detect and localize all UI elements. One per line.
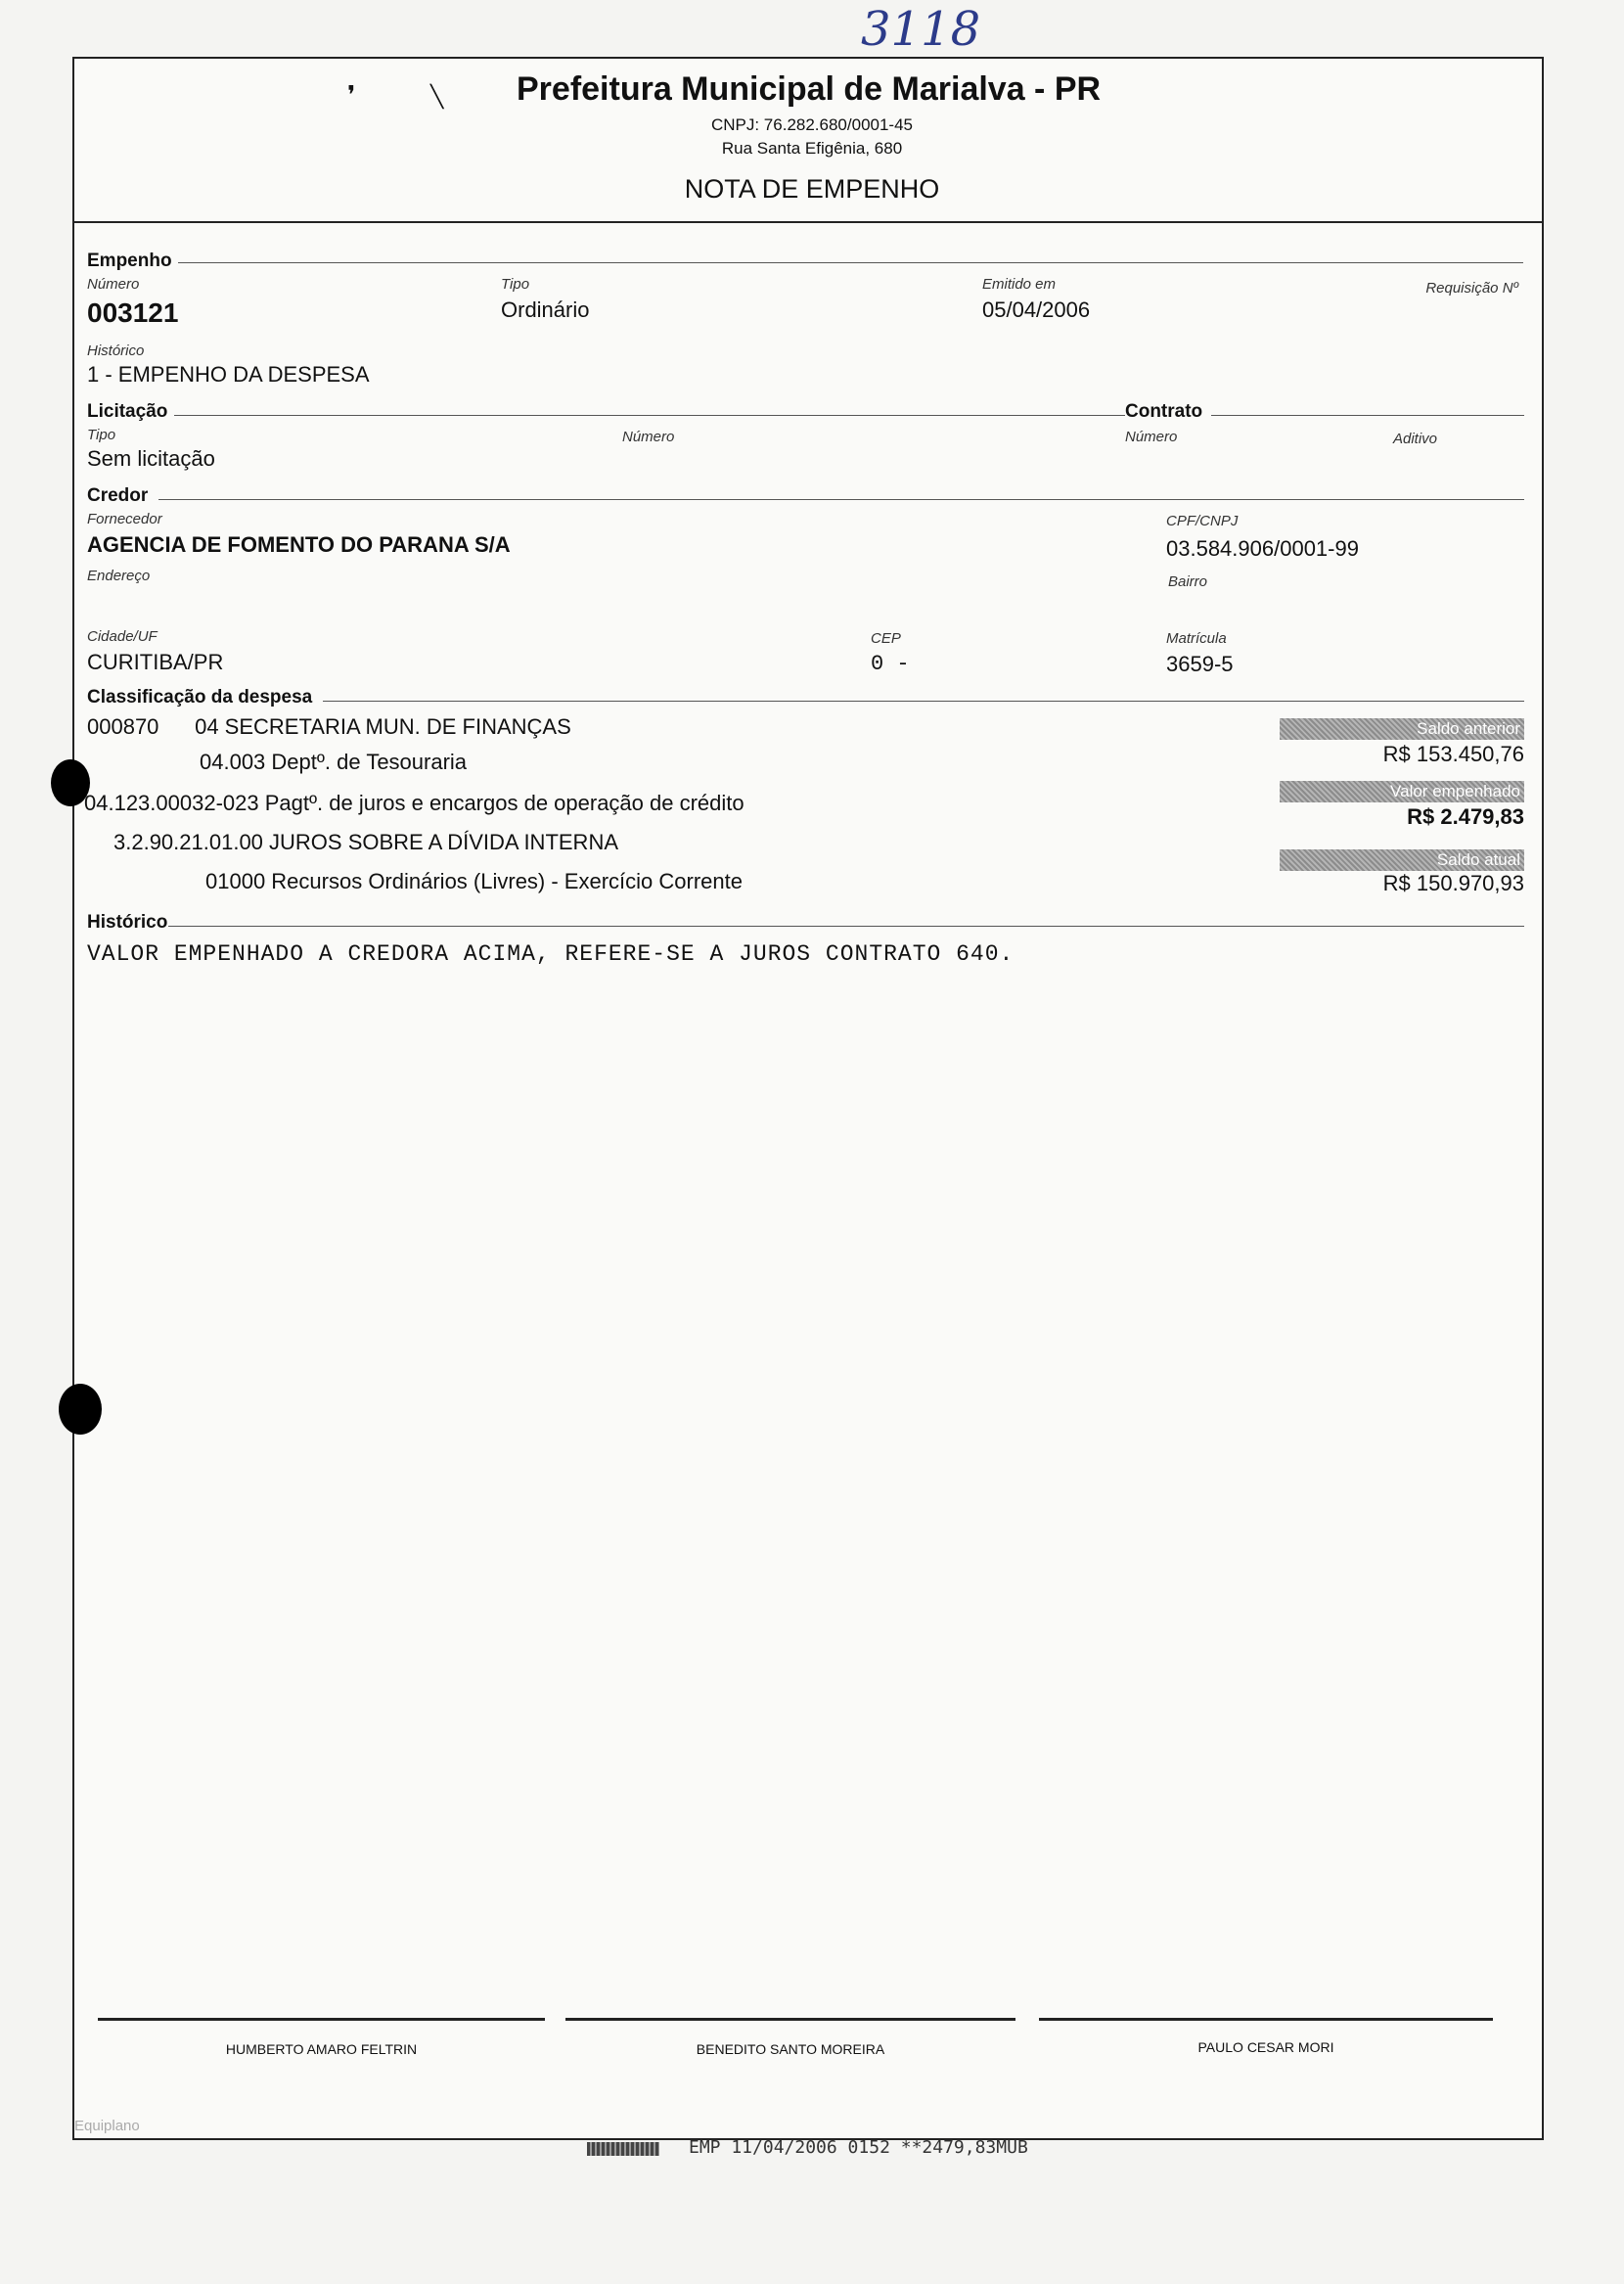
org-address: Rua Santa Efigênia, 680 [721,139,903,158]
saldo-anterior-label: Saldo anterior [1280,718,1524,740]
section-rule [178,262,1523,263]
cpf-value: 03.584.906/0001-99 [1166,536,1359,561]
historico-text: VALOR EMPENHADO A CREDORA ACIMA, REFERE-SE A JUROS CONTRATO 640. [87,941,1015,967]
historico-label: Histórico [87,343,145,359]
signature-line [1039,2018,1493,2021]
cidade-value: CURITIBA/PR [87,650,224,674]
punch-mark-icon: ╲ [430,84,444,109]
section-rule [1211,415,1524,416]
classificacao-orgao: 000870 04 SECRETARIA MUN. DE FINANÇAS [87,714,571,739]
signature-line [98,2018,545,2021]
section-rule [158,499,1524,500]
licitacao-tipo-label: Tipo [87,427,116,443]
cidade-label: Cidade/UF [87,628,158,645]
cep-value: 0 - [871,652,910,676]
section-rule [323,701,1524,702]
cpf-label: CPF/CNPJ [1166,513,1239,529]
section-empenho: Empenho [87,251,172,271]
licitacao-numero-label: Número [622,429,675,445]
matricula-label: Matrícula [1166,630,1227,647]
org-title: Prefeitura Municipal de Marialva - PR [517,70,1102,108]
requisicao-label: Requisição Nº [1425,280,1518,297]
empenho-tipo-label: Tipo [501,276,530,293]
valor-empenhado-label: Valor empenhado [1280,781,1524,802]
section-contrato: Contrato [1125,401,1203,422]
empenho-numero: 003121 [87,297,179,328]
handwritten-page-number: 3118 [861,2,981,57]
binder-hole-icon [59,1384,102,1435]
section-licitacao: Licitação [87,401,168,422]
bairro-label: Bairro [1168,573,1208,590]
saldo-anterior-value: R$ 153.450,76 [1382,742,1524,766]
empenho-numero-label: Número [87,276,140,293]
section-rule [174,415,1125,416]
signature-name-2: BENEDITO SANTO MOREIRA [696,2041,885,2057]
classificacao-natureza: 3.2.90.21.01.00 JUROS SOBRE A DÍVIDA INTERNA [113,830,619,854]
fornecedor-name: AGENCIA DE FOMENTO DO PARANA S/A [87,532,511,557]
section-rule [168,926,1524,927]
doc-title: NOTA DE EMPENHO [684,174,940,204]
empenho-tipo: Ordinário [501,297,590,322]
contrato-numero-label: Número [1125,429,1178,445]
emitido-label: Emitido em [982,276,1057,293]
header-divider [72,221,1542,223]
signature-line [565,2018,1015,2021]
punch-mark-icon: ❜ [347,80,356,110]
saldo-atual-value: R$ 150.970,93 [1382,871,1524,895]
matricula-value: 3659-5 [1166,652,1234,676]
contrato-aditivo-label: Aditivo [1393,431,1438,447]
endereco-label: Endereço [87,568,151,584]
binder-hole-icon [51,759,90,806]
saldo-atual-label: Saldo atual [1280,849,1524,871]
classificacao-recurso: 01000 Recursos Ordinários (Livres) - Exercício Corrente [205,869,743,893]
section-credor: Credor [87,485,149,506]
cep-label: CEP [871,630,901,647]
licitacao-tipo: Sem licitação [87,446,215,471]
emitido-date: 05/04/2006 [982,297,1091,322]
org-cnpj: CNPJ: 76.282.680/0001-45 [710,115,914,134]
classificacao-funcional: 04.123.00032-023 Pagtº. de juros e encargos de operação de crédito [84,791,744,815]
classificacao-unidade: 04.003 Deptº. de Tesouraria [200,750,468,774]
footer-brand: Equiplano [74,2118,140,2134]
fornecedor-label: Fornecedor [87,511,162,527]
signature-name-1: HUMBERTO AMARO FELTRIN [225,2041,418,2057]
section-classificacao: Classificação da despesa [87,687,313,708]
stamp-logo-icon [587,2142,659,2156]
payment-stamp: EMP 11/04/2006 0152 **2479,83MUB [689,2137,1028,2158]
empenho-historico: 1 - EMPENHO DA DESPESA [87,362,370,387]
valor-empenhado-value: R$ 2.479,83 [1407,804,1524,829]
section-historico: Histórico [87,912,168,933]
signature-name-3: PAULO CESAR MORI [1197,2039,1334,2055]
